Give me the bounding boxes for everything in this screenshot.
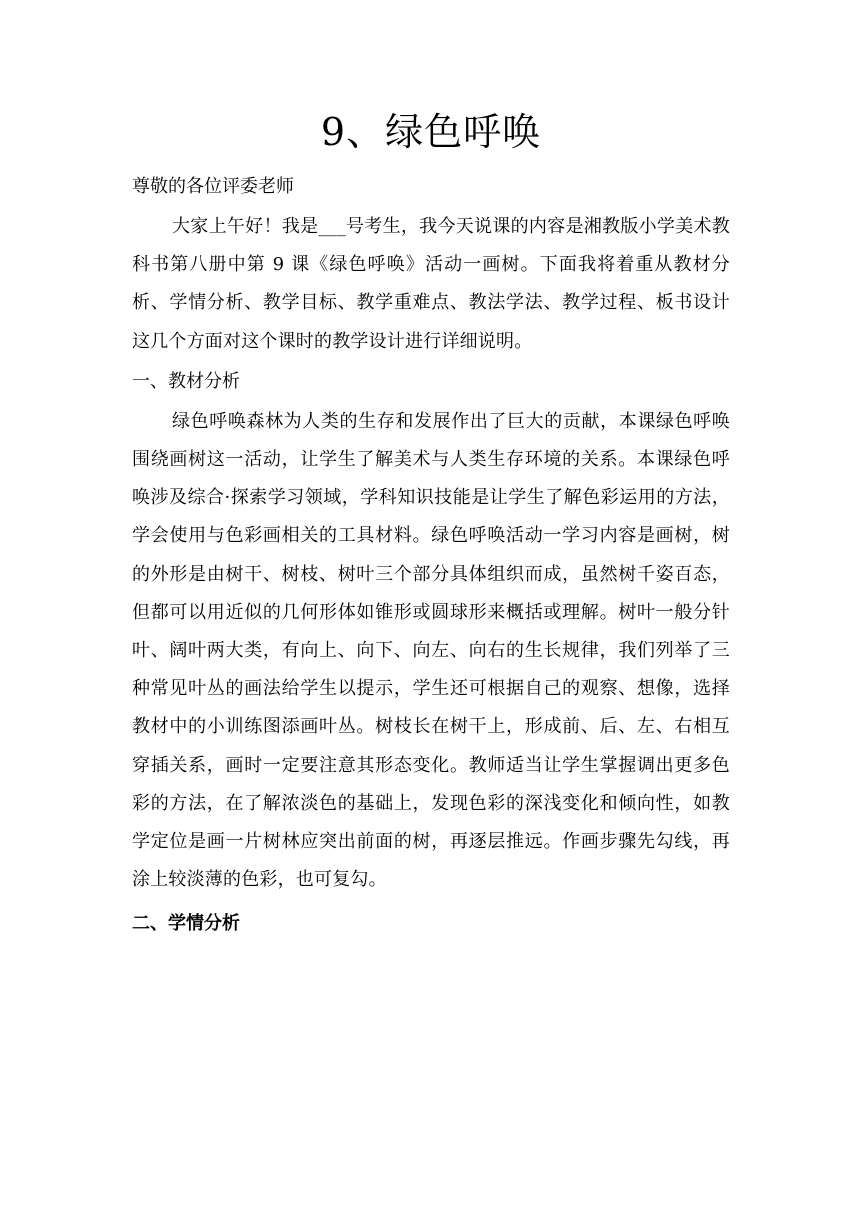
section-heading-student-analysis: 二、学情分析 xyxy=(132,913,240,935)
textbook-analysis-paragraph: 绿色呼唤森林为人类的生存和发展作出了巨大的贡献，本课绿色呼唤围绕画树这一活动，让学生了解美术与人类生存环境的关系。本课绿色呼唤涉及综合·探索学习领域，学科知识技能是让学生了解色彩运用的方法，学会使用与色彩画相关的工具材料。绿色呼唤活动一学习内容是画树，树的外形是由树干、树枝、树叶三个部分具体组织而成，虽然树千姿百态，但都可以用近似的几何形体如锥形或圆球形来概括或理解。树叶一般分针叶、阔叶两大类，有向上、向下、向左、向右的生长规律，我们列举了三种常见叶丛的画法给学生以提示，学生还可根据自己的观察、想像，选择教材中的小训练图添画叶丛。树枝长在树干上，形成前、后、左、右相互穿插关系，画时一定要注意其形态变化。教师适当让学生掌握调出更多色彩的方法，在了解浓淡色的基础上，发现色彩的深浅变化和倾向性，如教学定位是画一片树林应突出前面的树，再逐层推远。作画步骤先勾线，再涂上较淡薄的色彩，也可复勾。 xyxy=(132,410,730,891)
salutation: 尊敬的各位评委老师 xyxy=(132,176,294,197)
intro-paragraph: 大家上午好！我是___号考生，我今天说课的内容是湘教版小学美术教科书第八册中第 9 课《绿色呼唤》活动一画树。下面我将着重从教材分析、学情分析、教学目标、教学重难点、教法学法、教学过程、板书设计这几个方面对这个课时的教学设计进行详细说明。 xyxy=(132,216,730,352)
section-heading-textbook-analysis: 一、教材分析 xyxy=(132,370,240,392)
document-page xyxy=(132,100,730,945)
page-title: 9、绿色呼唤 xyxy=(320,110,542,154)
